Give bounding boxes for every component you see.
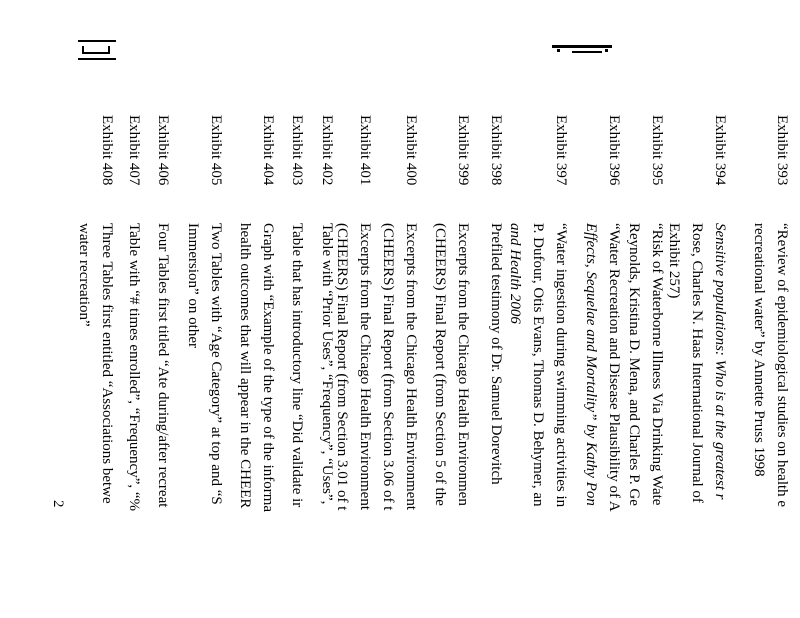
exhibit-description [622,223,668,506]
page-number: 2 [50,500,66,508]
exhibit-description-line: Excerpts from the Chicago Health Environmen [455,223,471,506]
exhibit-label: Exhibit 408 [99,115,115,186]
exhibit-label: Exhibit 395 [649,115,665,186]
exhibit-label: Exhibit 401 [357,115,373,186]
exhibit-description-line: (CHEERS) Final Report (from Section 3.06 of t [380,223,396,511]
exhibit-description-line: Table with “Prior Uses”, “Frequency”, “Uses”, [319,223,335,505]
exhibit-label: Exhibit 393 [774,115,790,186]
exhibit-description [122,223,145,511]
exhibit-description [503,223,572,507]
exhibit-description [315,223,338,504]
exhibit-description-line: P. Dufour, Otis Evans, Thomas D. Behymer, an [530,223,546,507]
exhibit-description-line: Table with “# times enrolled”, “Frequency”, “% [126,223,142,512]
exhibit-description-line: Table that has introductory line “Did validate ir [289,223,305,508]
exhibit-description [662,223,731,503]
exhibit-description-line: Two Tables with “Age Category” at top and “S [208,223,224,505]
exhibit-description [484,223,507,485]
exhibit-description-line: Effects, Sequelae and Mortality” by Kathy Pon [583,223,599,506]
scan-mark-left [78,40,116,60]
exhibit-description-line: and Health 2006 [507,223,523,324]
exhibit-description-line: Excerpts from the Chicago Health Environment [403,223,419,510]
exhibit-description [181,223,227,505]
exhibit-description-line: Sensitive populations: Who is at the greatest r [712,223,728,500]
scan-mark-right [552,45,612,55]
exhibit-description [151,223,174,507]
exhibit-label: Exhibit 398 [488,115,504,186]
exhibit-label: Exhibit 403 [289,115,305,186]
exhibit-description-line: (CHEERS) Final Report (from Section 3.01 of t [334,223,350,511]
exhibit-description [233,223,279,512]
exhibit-label: Exhibit 404 [260,115,276,186]
exhibit-label: Exhibit 394 [712,115,728,186]
exhibit-description-line: health outcomes that will appear in the CHEER [237,223,253,509]
exhibit-description-line: Prefiled testimony of Dr. Samuel Dorevitch [488,223,504,485]
exhibit-description-line: Reynolds, Kristina D. Mena, and Charles P. Ge [626,223,642,506]
exhibit-label: Exhibit 399 [455,115,471,186]
exhibit-label: Exhibit 407 [126,115,142,186]
exhibit-description-line: Four Tables first titled “Ate during/after recreat [155,223,171,508]
exhibit-label: Exhibit 396 [606,115,622,186]
exhibit-description-line: Rose, Charles N. Haas International Journal of [689,223,705,503]
exhibit-description-line: Graph with “Example of the type of the informa [260,223,276,513]
exhibit-label: Exhibit 405 [208,115,224,186]
exhibit-description [428,223,474,506]
exhibit-description-line: (CHEERS) Final Report (from Section 5 of the [432,223,448,506]
exhibit-label: Exhibit 406 [155,115,171,186]
exhibit-label: Exhibit 397 [553,115,569,186]
exhibit-description-line: Exhibit 257) [666,223,682,299]
exhibit-description-line: Immersion” on other [185,223,201,348]
exhibit-description-line: Three Tables first entitled “Associations betwe [99,223,115,504]
exhibit-description-line: recreational water” by Annette Pruss 1998 [751,223,767,477]
exhibit-description-line: “Risk of Waterborne Illness Via Drinking Wate [649,223,665,506]
exhibit-description [747,223,793,507]
exhibit-description [376,223,422,510]
exhibit-label: Exhibit 402 [319,115,335,186]
exhibit-description [579,223,625,512]
exhibit-label: Exhibit 400 [403,115,419,186]
exhibit-description-line: water recreation” [76,223,92,327]
exhibit-description-line: “Review of epidemiological studies on health e [774,223,790,508]
exhibit-description-line: “Water Recreation and Disease Plausibility of A [606,223,622,512]
exhibit-description [285,223,308,507]
exhibit-description [72,223,118,504]
exhibit-description-line: Excerpts from the Chicago Health Environment [357,223,373,510]
exhibit-description-line: “Water ingestion during swimming activities in [553,223,569,508]
